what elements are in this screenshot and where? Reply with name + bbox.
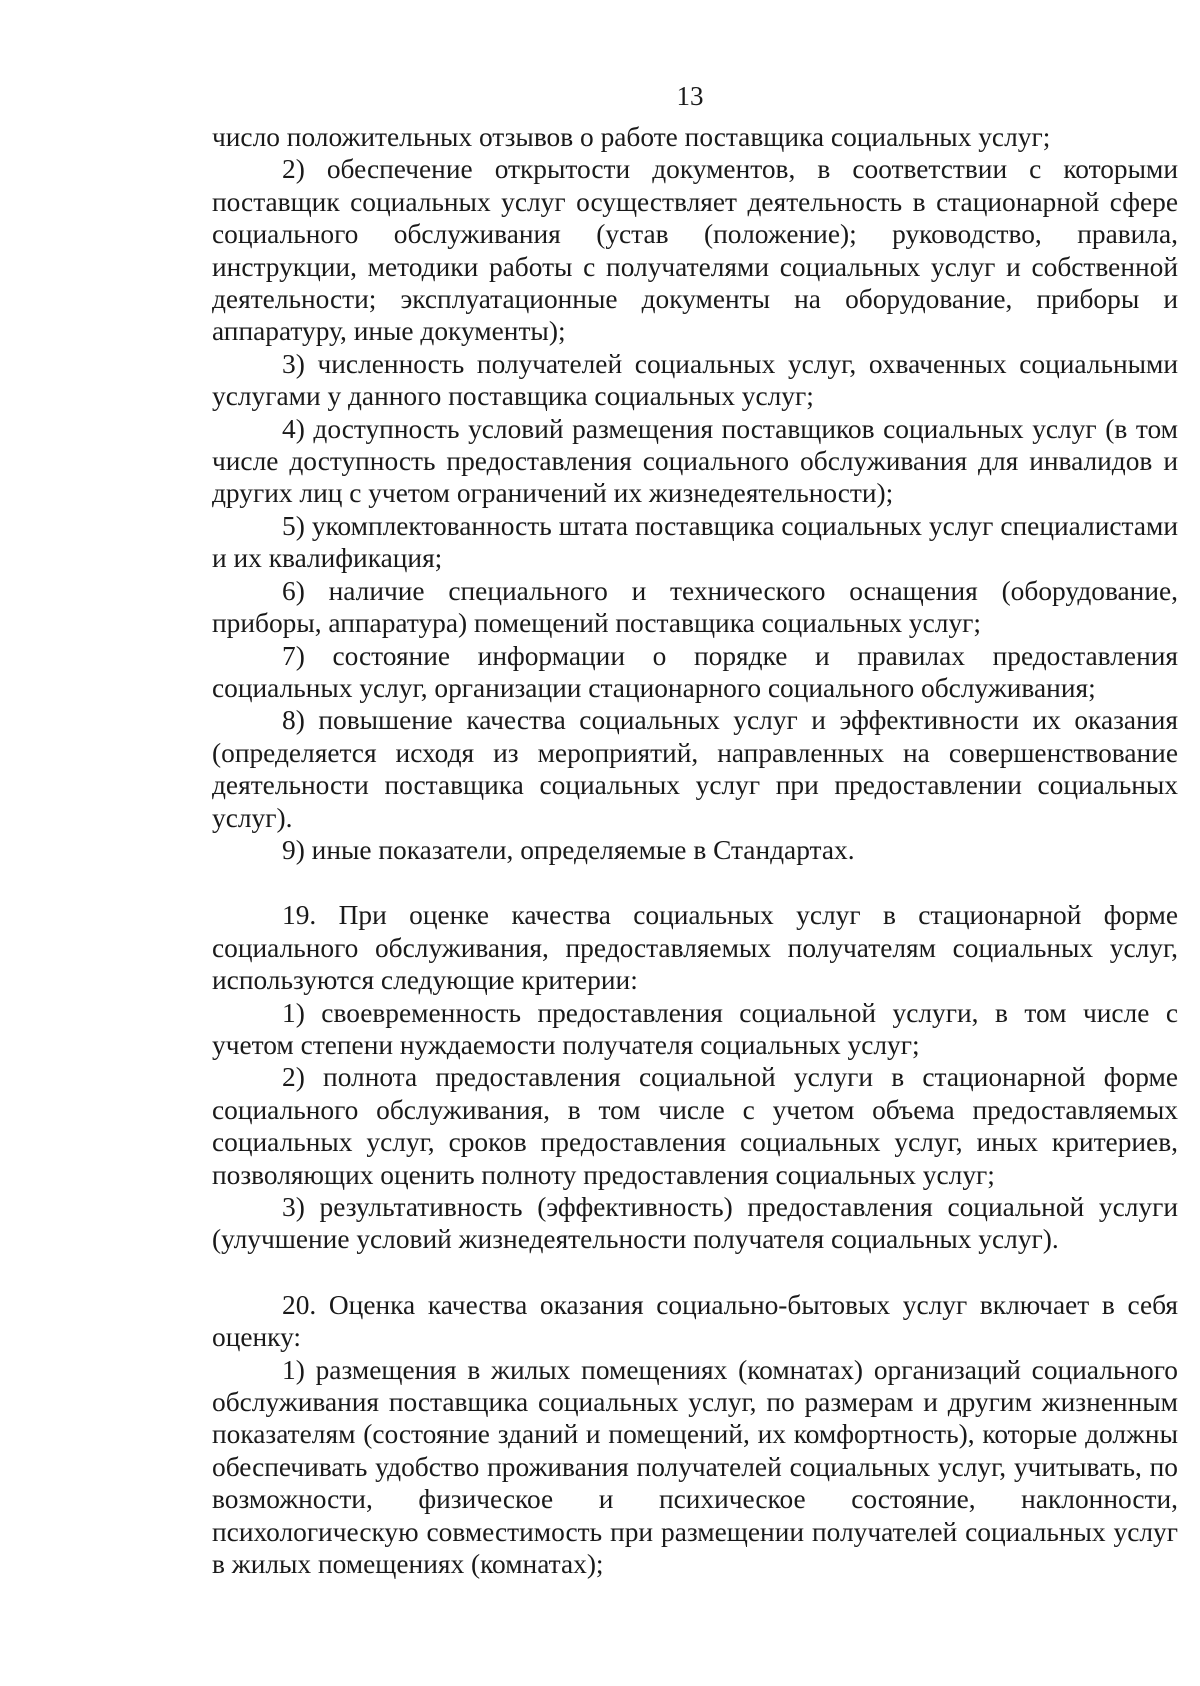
paragraph: 1) размещения в жилых помещениях (комнатах) организаций социального обслуживания поставщика социальных услуг, по размерам и другим жизненным показателям (состояние зданий и помещений, их комфортность), которые должны обеспечивать удобство проживания получателей социальных услуг, учитывать, по возможности, физическое и психическое состояние, наклонности, психологическую совместимость при размещении получателей социальных услуг в жилых помещениях (комнатах); — [212, 1354, 1178, 1580]
paragraph: 7) состояние информации о порядке и правилах предоставления социальных услуг, организации стационарного социального обслуживания; — [212, 640, 1178, 703]
paragraph: 19. При оценке качества социальных услуг в стационарной форме социального обслуживания, предоставляемых получателям социальных услуг, используются следующие критерии: — [212, 900, 1178, 996]
paragraph: 3) численность получателей социальных услуг, охваченных социальными услугами у данного поставщика социальных услуг; — [212, 348, 1178, 412]
paragraph: 2) обеспечение открытости документов, в соответствии с которыми поставщик социальных услуг осуществляет деятельность в стационарной сфере социального обслуживания (устав (положение); руководство, правила, инструкции, методики работы с получателями социальных услуг и собственной деятельности; эксплуатационные документы на оборудование, приборы и аппаратуру, иные документы); — [212, 154, 1178, 347]
paragraph: число положительных отзывов о работе поставщика социальных услуг; — [212, 122, 1051, 152]
paragraph: 1) своевременность предоставления социальной услуги, в том числе с учетом степени нуждаемости получателя социальных услуг; — [212, 997, 1178, 1060]
paragraph: 9) иные показатели, определяемые в Стандартах. — [282, 834, 855, 865]
page-number: 13 — [676, 81, 704, 111]
paragraph: 4) доступность условий размещения поставщиков социальных услуг (в том числе доступность предоставления социального обслуживания для инвалидов и других лиц с учетом ограничений их жизнедеятельности); — [212, 413, 1178, 509]
paragraph: 6) наличие специального и технического оснащения (оборудование, приборы, аппаратура) помещений поставщика социальных услуг; — [212, 575, 1178, 639]
paragraph: 3) результативность (эффективность) предоставления социальной услуги (улучшение условий жизнедеятельности получателя социальных услуг). — [212, 1192, 1178, 1255]
paragraph: 20. Оценка качества оказания социально-бытовых услуг включает в себя оценку: — [212, 1289, 1178, 1353]
paragraph: 8) повышение качества социальных услуг и эффективности их оказания (определяется исходя из мероприятий, направленных на совершенствование деятельности поставщика социальных услуг при предоставлении социальных услуг). — [212, 705, 1178, 833]
paragraph: 2) полнота предоставления социальной услуги в стационарной форме социального обслуживания, в том числе с учетом объема предоставляемых социальных услуг, сроков предоставления социальных услуг, иных критериев, позволяющих оценить полноту предоставления социальных услуг; — [212, 1062, 1178, 1190]
paragraph: 5) укомплектованность штата поставщика социальных услуг специалистами и их квалификация; — [212, 510, 1178, 574]
document-body — [212, 121, 1178, 1580]
